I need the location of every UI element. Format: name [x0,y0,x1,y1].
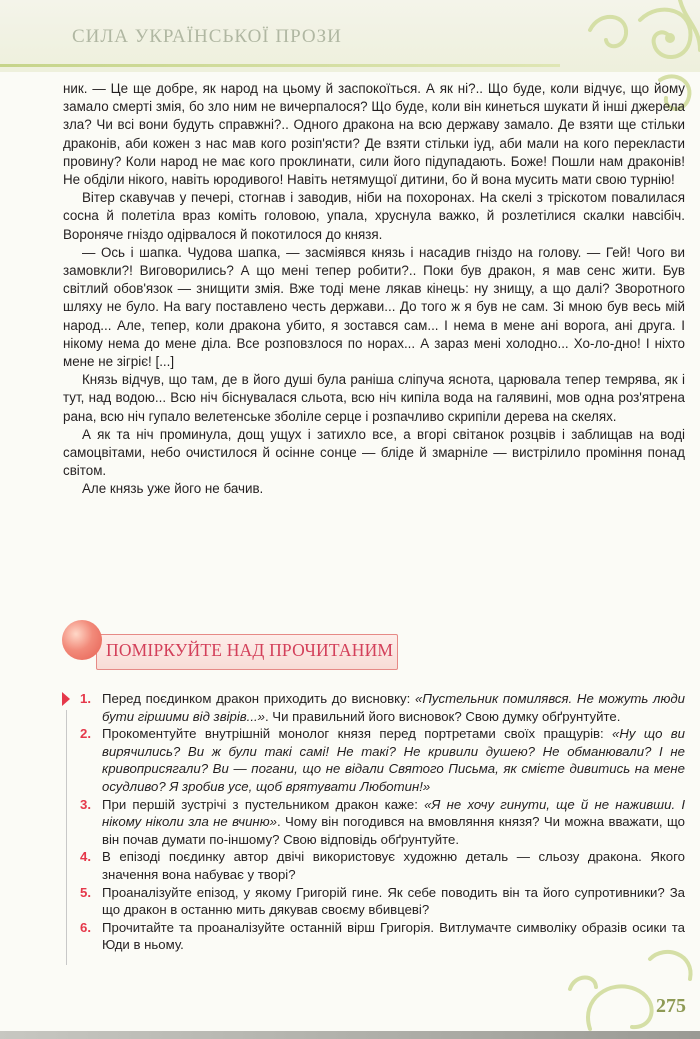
header-rule [0,64,560,67]
decorative-swirl-ornament-bottom [550,919,700,1039]
question-number: 5. [80,884,91,900]
question-number: 4. [80,849,91,865]
question-item: 6. Прочитайте та проаналізуйте останній вірш Григорія. Витлумачте символіку образів осики та Юди в ньому. [80,919,685,953]
paragraph: Але князь уже його не бачив. [82,481,264,497]
question-list [70,690,685,954]
question-item: 2. Прокоментуйте внутрішній монолог князя перед портретами своїх пращурів: «Ну що ви вирячились? Ви ж були такі самі! Не такі? Не кривили душею? Не обманювали? І не кривоприсягали? Ви — погани, що не відали Святого Письма, як смієте дивитись на мене осудливо? Я зробив усе, щоб врятувати Люботин!» [80,726,686,794]
paragraph: А як та ніч проминула, дощ ущух і затихло все, а вгорі світанок розцвів і заблищав на воді самоцвітами, небо очистилося й осінне сонце — бліде й змарніле — вистрілило проміння понад світом. [63,426,685,479]
paragraph: — Ось і шапка. Чудова шапка, — засміявся князь і насадив гніздо на голову. — Гей! Чого ви замовкли?! Виговорились? А що мені тепер робити?.. Поки був дракон, я мав сенс жити. Був світлий обов'язок — знищити змія. Вже тоді мене лякав кінець: ну знищу, а що далі? Зворотного шляху не було. На вагу поставлено честь держави... До того ж я був не сам. Зі мною був весь мій народ... Але, тепер, коли дракона убито, я зостався сам... І нема в мене ані ворога, ані друга. І нікому нема до мене діла. Все розповзлося по норах... А зараз мені холодно... Хо-ло-дно! І ніхто мене не зігріє! [...] [63,244,685,370]
paragraph: Князь відчув, що там, де в його душі була раніша сліпуча яснота, царювала тепер темрява, як і тут, над водою... Всю ніч біснувалася сльота, всю ніч кипіла вода на галявині, мов одна роз'ятрена рана, всю ніч гупало велетенське зболіле серце і розпачливо скрипіли дерева на скелях. [63,372,685,424]
question-item: 4. В епізоді поєдинку автор двічі використовує художню деталь — сльозу дракона. Якого значення вона набуває у творі? [80,849,685,882]
question-item: 1. Перед поєдинком дракон приходить до висновку: «Пустельник помилявся. Не можуть люди бути гіршими від звірів...». Чи правильний його висновок? Свою думку обґрунтуйте. [80,691,686,724]
question-number: 6. [80,919,91,935]
running-head: СИЛА УКРАЇНСЬКОЇ ПРОЗИ [72,26,342,47]
question-number: 3. [80,796,91,812]
section-title: ПОМІРКУЙТЕ НАД ПРОЧИТАНИМ [106,640,394,660]
pointer-arrow-icon [62,692,70,706]
question-side-rule [66,710,67,965]
bottom-rule [0,1031,700,1039]
question-item: 5. Проаналізуйте епізод, у якому Григорій гине. Як себе поводить він та його супротивники? За що дракон в останню мить дякував своєму вбивцеві? [80,884,685,918]
body-text [63,80,685,499]
section-banner [62,614,402,674]
question-number: 2. [80,726,91,742]
question-item: 3. При першій зустрічі з пустельником дракон каже: «Я не хочу гинути, ще й не наживши. І нікому ніколи зла не вчиню». Чому він погодився на вмовляння князя? Чи можна вважати, що він почав думати по-іншому? Свою відповідь обґрунтуйте. [80,796,685,847]
question-number: 1. [80,691,91,706]
paragraph: Вітер скавучав у печері, стогнав і заводив, ніби на похоронах. На скелі з тріскотом повалилася сосна й полетіла враз коміть головою, упала, хруснула важко, й розлетілися скалки навсібіч. Воронячe гніздо одірвалося й покотилося до князя. [63,190,685,242]
paragraph: ник. — Це ще добре, як народ на цьому й заспокоїться. А як ні?.. Що буде, коли відчує, що йому замало смерті змія, бо зло ним не вичерпалося? Що буде, коли він кинеться шукати й інші джерела зла? Чи всі вони будуть справжні?.. Одного дракона на всю державу замало. Де взяти ще стільки драконів, аби кожен з нас мав кого розіп'ясти? Де взяти стільки іуд, аби мали на кого перекласти провину? Коли народ не має кого проклинати, сили його підупадають. Боже! Пошли нам драконів! Не обділи нікого, навіть юродивого! Навіть нетямущої дитини, бо й вона мусить мати свою турнію! [63,81,685,188]
page-number: 275 [656,995,686,1017]
balloon-icon [62,620,102,660]
